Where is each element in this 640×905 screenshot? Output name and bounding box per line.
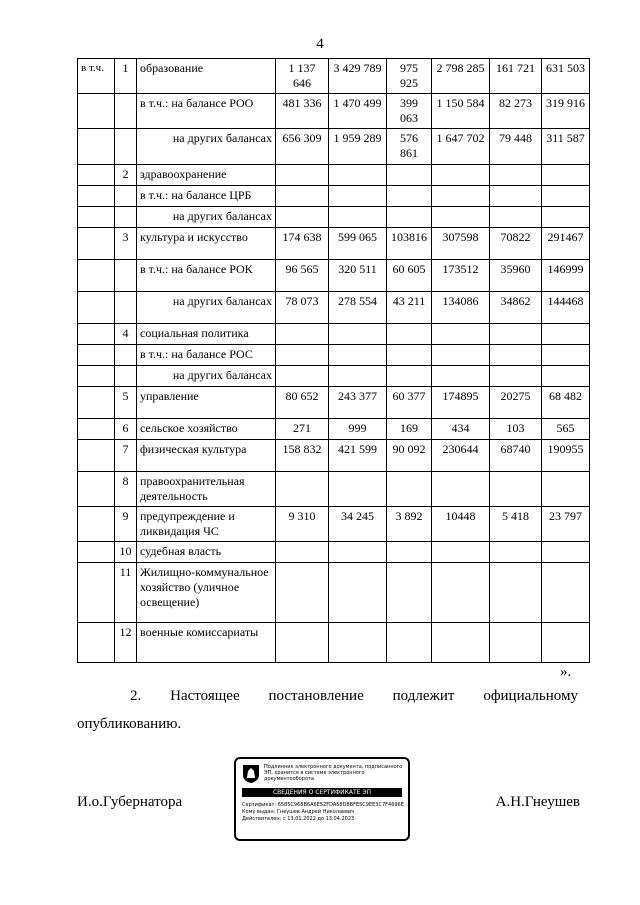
row-scope-cell	[78, 623, 115, 663]
value-cell	[276, 186, 329, 207]
value-cell	[432, 207, 490, 228]
row-number-cell	[115, 186, 137, 207]
value-cell: 999	[329, 419, 387, 440]
row-number-cell: 9	[115, 507, 137, 542]
value-cell: 68 482	[542, 387, 590, 419]
value-cell: 60 377	[387, 387, 432, 419]
paragraph-word: официальному	[483, 688, 578, 704]
value-cell: 230644	[432, 440, 490, 472]
category-cell: на других балансах	[137, 292, 276, 324]
value-cell: 103	[490, 419, 542, 440]
table-row	[78, 472, 590, 507]
value-cell	[329, 324, 387, 345]
table-row	[78, 260, 590, 292]
value-cell: 78 073	[276, 292, 329, 324]
value-cell	[329, 186, 387, 207]
row-scope-cell	[78, 507, 115, 542]
table-row	[78, 94, 590, 129]
value-cell	[542, 345, 590, 366]
value-cell	[387, 623, 432, 663]
value-cell	[542, 324, 590, 345]
value-cell	[490, 186, 542, 207]
value-cell: 9 310	[276, 507, 329, 542]
table-row	[78, 345, 590, 366]
value-cell: 103816	[387, 228, 432, 260]
value-cell: 3 892	[387, 507, 432, 542]
value-cell	[387, 472, 432, 507]
stamp-owner-value: Гнеушев Андрей Николаевич	[276, 809, 355, 815]
stamp-certificate-label: Сертификат:	[242, 802, 277, 808]
paragraph-line-2: опубликованию.	[77, 716, 182, 732]
value-cell	[542, 186, 590, 207]
value-cell	[542, 165, 590, 186]
value-cell	[329, 207, 387, 228]
category-cell: социальная политика	[137, 324, 276, 345]
value-cell	[432, 345, 490, 366]
stamp-validity-label: Действителен:	[242, 816, 282, 822]
value-cell: 1 647 702	[432, 129, 490, 165]
value-cell: 190955	[542, 440, 590, 472]
value-cell: 311 587	[542, 129, 590, 165]
category-cell: в т.ч.: на балансе ЦРБ	[137, 186, 276, 207]
row-number-cell	[115, 129, 137, 165]
value-cell: 1 137 646	[276, 59, 329, 94]
row-number-cell: 8	[115, 472, 137, 507]
stamp-certificate-line	[242, 802, 404, 809]
row-number-cell	[115, 345, 137, 366]
stamp-validity-line	[242, 816, 404, 823]
table-row	[78, 186, 590, 207]
row-scope-cell: в т.ч.	[78, 59, 115, 94]
value-cell	[542, 472, 590, 507]
value-cell: 35960	[490, 260, 542, 292]
category-cell: управление	[137, 387, 276, 419]
value-cell	[542, 207, 590, 228]
table-row	[78, 228, 590, 260]
stamp-details	[242, 802, 404, 823]
value-cell: 161 721	[490, 59, 542, 94]
row-number-cell	[115, 292, 137, 324]
value-cell	[276, 366, 329, 387]
value-cell	[329, 623, 387, 663]
value-cell	[329, 345, 387, 366]
signer-name: А.Н.Гнеушев	[495, 794, 580, 810]
value-cell	[329, 366, 387, 387]
value-cell	[276, 563, 329, 623]
row-number-cell	[115, 207, 137, 228]
value-cell	[387, 563, 432, 623]
value-cell	[276, 207, 329, 228]
row-number-cell: 4	[115, 324, 137, 345]
table-row	[78, 387, 590, 419]
value-cell: 1 959 289	[329, 129, 387, 165]
category-cell: в т.ч.: на балансе РОС	[137, 345, 276, 366]
value-cell: 320 511	[329, 260, 387, 292]
value-cell: 434	[432, 419, 490, 440]
value-cell: 481 336	[276, 94, 329, 129]
value-cell: 79 448	[490, 129, 542, 165]
stamp-validity-value: с 13.01.2022 до 13.04.2023	[282, 816, 355, 822]
value-cell	[387, 186, 432, 207]
row-scope-cell	[78, 440, 115, 472]
category-cell: сельское хозяйство	[137, 419, 276, 440]
value-cell: 80 652	[276, 387, 329, 419]
value-cell	[276, 623, 329, 663]
value-cell: 1 470 499	[329, 94, 387, 129]
table-row	[78, 129, 590, 165]
table-row	[78, 563, 590, 623]
paragraph-number: 2.	[130, 688, 142, 704]
value-cell: 173512	[432, 260, 490, 292]
signer-title: И.о.Губернатора	[77, 794, 183, 810]
value-cell	[490, 542, 542, 563]
value-cell: 3 429 789	[329, 59, 387, 94]
value-cell: 20275	[490, 387, 542, 419]
value-cell	[276, 345, 329, 366]
table-row	[78, 59, 590, 94]
table-row	[78, 542, 590, 563]
row-number-cell: 3	[115, 228, 137, 260]
row-scope-cell	[78, 345, 115, 366]
row-scope-cell	[78, 366, 115, 387]
value-cell	[490, 165, 542, 186]
value-cell	[542, 563, 590, 623]
row-number-cell	[115, 366, 137, 387]
value-cell: 96 565	[276, 260, 329, 292]
value-cell	[490, 207, 542, 228]
category-cell: предупреждение и ликвидация ЧС	[137, 507, 276, 542]
value-cell	[490, 563, 542, 623]
value-cell: 291467	[542, 228, 590, 260]
row-scope-cell	[78, 292, 115, 324]
value-cell	[329, 472, 387, 507]
value-cell: 656 309	[276, 129, 329, 165]
value-cell: 146999	[542, 260, 590, 292]
row-scope-cell	[78, 186, 115, 207]
closing-quote: ».	[560, 664, 572, 680]
value-cell	[490, 366, 542, 387]
value-cell: 169	[387, 419, 432, 440]
table-row	[78, 207, 590, 228]
value-cell	[432, 623, 490, 663]
value-cell: 421 599	[329, 440, 387, 472]
value-cell	[329, 165, 387, 186]
value-cell: 576 861	[387, 129, 432, 165]
e-signature-stamp	[234, 757, 410, 841]
value-cell	[329, 542, 387, 563]
category-cell: на других балансах	[137, 366, 276, 387]
stamp-title-bar: СВЕДЕНИЯ О СЕРТИФИКАТЕ ЭП	[242, 788, 402, 797]
value-cell: 399 063	[387, 94, 432, 129]
value-cell	[432, 324, 490, 345]
value-cell	[432, 542, 490, 563]
budget-table	[77, 58, 590, 663]
value-cell: 565	[542, 419, 590, 440]
category-cell: в т.ч.: на балансе РОО	[137, 94, 276, 129]
value-cell	[276, 165, 329, 186]
stamp-owner-line	[242, 809, 404, 816]
value-cell	[490, 472, 542, 507]
row-scope-cell	[78, 387, 115, 419]
value-cell	[329, 563, 387, 623]
value-cell	[387, 542, 432, 563]
paragraph-word: постановление	[268, 688, 364, 704]
value-cell	[432, 366, 490, 387]
value-cell	[542, 542, 590, 563]
value-cell: 975 925	[387, 59, 432, 94]
row-number-cell: 7	[115, 440, 137, 472]
value-cell	[387, 345, 432, 366]
value-cell	[387, 324, 432, 345]
row-number-cell: 5	[115, 387, 137, 419]
value-cell	[276, 472, 329, 507]
value-cell: 319 916	[542, 94, 590, 129]
stamp-certificate-value: 6585C968B6A6E52FDA58D8BFE5C9EE3C7F4696E	[277, 802, 404, 808]
value-cell	[387, 165, 432, 186]
value-cell: 307598	[432, 228, 490, 260]
value-cell: 60 605	[387, 260, 432, 292]
row-scope-cell	[78, 260, 115, 292]
row-scope-cell	[78, 207, 115, 228]
row-scope-cell	[78, 419, 115, 440]
value-cell: 278 554	[329, 292, 387, 324]
category-cell: культура и искусство	[137, 228, 276, 260]
row-scope-cell	[78, 165, 115, 186]
value-cell	[387, 207, 432, 228]
value-cell: 68740	[490, 440, 542, 472]
value-cell: 243 377	[329, 387, 387, 419]
row-scope-cell	[78, 472, 115, 507]
table-row	[78, 440, 590, 472]
row-scope-cell	[78, 228, 115, 260]
value-cell	[432, 472, 490, 507]
row-number-cell: 2	[115, 165, 137, 186]
value-cell: 134086	[432, 292, 490, 324]
category-cell: на других балансах	[137, 207, 276, 228]
category-cell: военные комиссариаты	[137, 623, 276, 663]
value-cell: 90 092	[387, 440, 432, 472]
value-cell: 599 065	[329, 228, 387, 260]
row-number-cell: 12	[115, 623, 137, 663]
category-cell: Жилищно-коммунальное хозяйство (уличное освещение)	[137, 563, 276, 623]
value-cell	[490, 345, 542, 366]
value-cell: 10448	[432, 507, 490, 542]
category-cell: в т.ч.: на балансе РОК	[137, 260, 276, 292]
value-cell	[387, 366, 432, 387]
value-cell	[432, 186, 490, 207]
row-scope-cell	[78, 542, 115, 563]
row-scope-cell	[78, 129, 115, 165]
category-cell: физическая культура	[137, 440, 276, 472]
value-cell: 82 273	[490, 94, 542, 129]
value-cell	[276, 324, 329, 345]
category-cell: на других балансах	[137, 129, 276, 165]
value-cell	[432, 563, 490, 623]
row-number-cell	[115, 94, 137, 129]
page-number: 4	[316, 36, 324, 52]
paragraph-line-1	[130, 688, 578, 705]
row-scope-cell	[78, 563, 115, 623]
row-scope-cell	[78, 94, 115, 129]
value-cell: 34 245	[329, 507, 387, 542]
category-cell: образование	[137, 59, 276, 94]
row-number-cell: 10	[115, 542, 137, 563]
value-cell	[490, 324, 542, 345]
paragraph-word: Настоящее	[170, 688, 240, 704]
table-row	[78, 419, 590, 440]
value-cell: 1 150 584	[432, 94, 490, 129]
paragraph-word: подлежит	[392, 688, 455, 704]
value-cell: 43 211	[387, 292, 432, 324]
table-row	[78, 507, 590, 542]
category-cell: здравоохранение	[137, 165, 276, 186]
table-row	[78, 165, 590, 186]
value-cell: 174 638	[276, 228, 329, 260]
value-cell: 631 503	[542, 59, 590, 94]
row-number-cell: 11	[115, 563, 137, 623]
row-scope-cell	[78, 324, 115, 345]
value-cell: 158 832	[276, 440, 329, 472]
value-cell	[542, 623, 590, 663]
table-row	[78, 292, 590, 324]
value-cell: 70822	[490, 228, 542, 260]
value-cell	[490, 623, 542, 663]
stamp-header: Подлинник электронного документа, подписанного ЭП, хранится в системе электронного документооборота	[264, 764, 403, 782]
value-cell	[542, 366, 590, 387]
table-row	[78, 623, 590, 663]
coat-of-arms-icon	[242, 764, 260, 784]
value-cell: 144468	[542, 292, 590, 324]
value-cell	[276, 542, 329, 563]
row-number-cell: 1	[115, 59, 137, 94]
value-cell: 2 798 285	[432, 59, 490, 94]
category-cell: правоохранительная деятельность	[137, 472, 276, 507]
row-number-cell	[115, 260, 137, 292]
value-cell: 34862	[490, 292, 542, 324]
stamp-owner-label: Кому выдан:	[242, 809, 276, 815]
category-cell: судебная власть	[137, 542, 276, 563]
value-cell: 23 797	[542, 507, 590, 542]
value-cell: 174895	[432, 387, 490, 419]
row-number-cell: 6	[115, 419, 137, 440]
value-cell: 5 418	[490, 507, 542, 542]
table-row	[78, 324, 590, 345]
table-row	[78, 366, 590, 387]
value-cell	[432, 165, 490, 186]
value-cell: 271	[276, 419, 329, 440]
